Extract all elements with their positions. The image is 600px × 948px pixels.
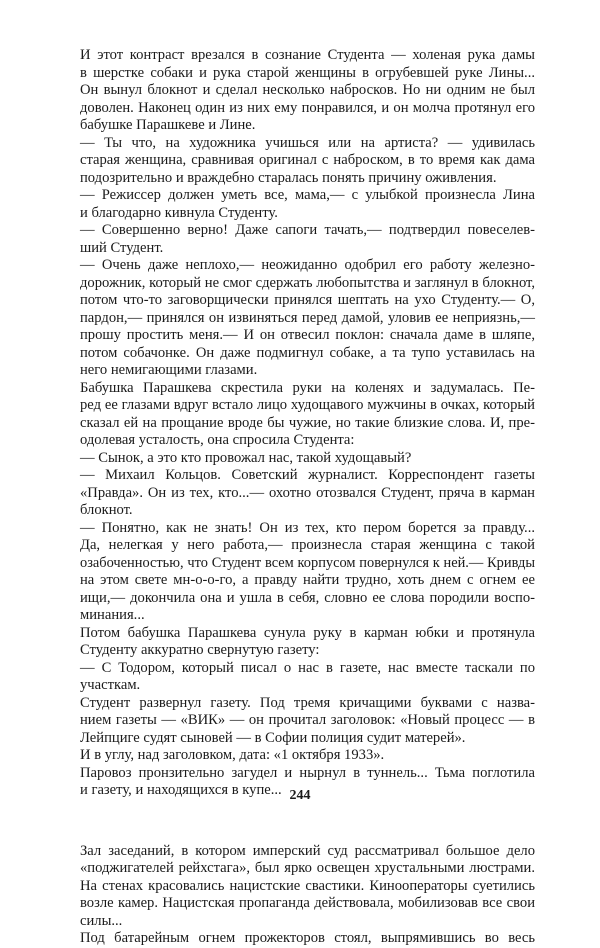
text-line: потом собачонке. Он даже подмигнул собаке, а та тупо уставилась на — [80, 344, 535, 361]
text-line: подозрительно и враждебно старалась понять причину оживления. — [80, 169, 497, 186]
text-line: Он вынул блокнот и сделал несколько набросков. Но ни одним не был — [80, 82, 535, 98]
text-line: — Совершенно верно! Даже сапоги тачать,— подтвердил повеселев- — [80, 222, 535, 238]
text-line: возле камер. Нацистская пропаганда действовала, мобилизовав все свои — [80, 895, 535, 911]
section-break — [80, 800, 535, 843]
text-line: и газету, и находящихся в купе... — [80, 782, 282, 798]
section-1 — [80, 47, 535, 800]
text-line: старая женщина, сравнивая оригинал с наброском, в то время как дама — [80, 152, 535, 168]
text-line: доволен. Наконец один из них ему понравился, и он молча протянул его — [80, 99, 535, 116]
text-line: Да, нелегкая у него работа,— произнесла старая женщина с такой — [80, 537, 535, 553]
text-line: Под батарейным огнем прожекторов стоял, выпрямившись во весь — [80, 930, 535, 946]
text-line: на этом свете мн-о-о-го, а правду найти трудно, хоть днем с огнем ее — [80, 572, 535, 588]
text-line: Лейпциге судят сыновей — в Софии полиция судит матерей». — [80, 729, 466, 746]
text-line: ред ее глазами вдруг встало лицо худощавого мужчины в очках, который — [80, 397, 535, 413]
text-line: — Сынок, а это кто провожал нас, такой худощавый? — [80, 449, 412, 466]
text-line: — Понятно, как не знать! Он из тех, кто пером борется за правду... — [80, 519, 535, 536]
text-line: участкам. — [80, 677, 141, 693]
text-line: И в углу, над заголовком, дата: «1 октября 1933». — [80, 747, 385, 763]
text-line: Студент развернул газету. Под тремя кричащими буквами с назва- — [80, 694, 535, 711]
text-line: сказал ей на прощание вроде бы чужие, но такие близкие слова. И, пре- — [80, 414, 535, 431]
text-line: него немигающими глазами. — [80, 362, 258, 378]
text-line: — Режиссер должен уметь все, мама,— с улыбкой произнесла Лина — [80, 187, 535, 203]
text-line: Бабушка Парашкева скрестила руки на коленях и задумалась. Пе- — [80, 379, 535, 396]
text-line: Студенту аккуратно свернутую газету: — [80, 642, 320, 658]
text-line: потом что-то заговорщически принялся шептать на ухо Студенту.— О, — [80, 292, 535, 308]
text-line: в шерстке собаки и рука старой женщины в огрубевшей руке Лины... — [80, 64, 535, 81]
text-line: нием газеты — «ВИК» — он прочитал заголовок: «Новый процесс — в — [80, 712, 535, 728]
text-line: Зал заседаний, в котором имперский суд рассматривал большое дело — [80, 842, 535, 859]
text-line: дорожник, который не смог сдержать любопытства и заглянул в блокнот, — [80, 274, 535, 291]
text-line: озабоченностью, что Студент всем корпусом повернулся к ней.— Кривды — [80, 554, 535, 571]
text-line: На стенах красовались нацистские свастики. Кинооператоры суетились — [80, 877, 535, 894]
text-line: и благодарно кивнула Студенту. — [80, 204, 278, 221]
text-line: пардон,— принялся он извиняться перед дамой, уловив ее неприязнь,— — [80, 309, 535, 326]
text-line: — С Тодором, который писал о нас в газете, нас вместе таскали по — [80, 659, 535, 676]
text-line: — Михаил Кольцов. Советский журналист. Корреспондент газеты — [80, 467, 535, 483]
text-line: «Правда». Он из тех, кто...— охотно отозвался Студент, пряча в карман — [80, 484, 535, 501]
text-line: прошу простить меня.— И он отвесил поклон: сначала даме в шляпе, — [80, 327, 535, 343]
page-text — [80, 47, 535, 948]
text-line: — Ты что, на художника учишься или на артиста? — удивилась — [80, 134, 535, 151]
text-line: бабушке Парашкеве и Лине. — [80, 117, 256, 133]
text-line: одолевая усталость, она спросила Студента: — [80, 432, 355, 448]
section-2 — [80, 843, 535, 948]
text-line: силы... — [80, 912, 123, 929]
text-line: «поджигателей рейхстага», был ярко освещен хрустальными люстрами. — [80, 860, 535, 876]
text-line: Паровоз пронзительно загудел и нырнул в туннель... Тьма поглотила — [80, 764, 535, 781]
text-line: ший Студент. — [80, 239, 164, 256]
text-line: — Очень даже неплохо,— неожиданно одобрил его работу железно- — [80, 257, 535, 273]
text-line: И этот контраст врезался в сознание Студента — холеная рука дамы — [80, 47, 535, 63]
text-line: ищи,— докончила она и ушла в себя, словно ее слова породили воспо- — [80, 589, 535, 606]
text-line: минания... — [80, 607, 145, 623]
text-line: блокнот. — [80, 502, 133, 518]
text-line: Потом бабушка Парашкева сунула руку в карман юбки и протянула — [80, 624, 535, 641]
page-number: 244 — [289, 788, 311, 803]
